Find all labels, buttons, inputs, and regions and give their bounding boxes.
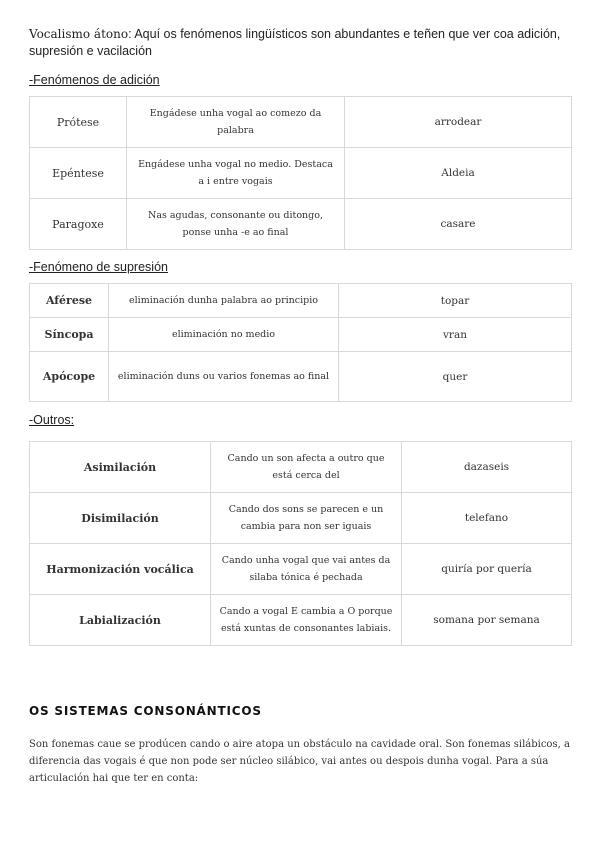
description-cell: Cando unha vogal que vai antes da silaba tónica é pechada bbox=[211, 544, 402, 595]
others-table bbox=[29, 441, 572, 646]
term-cell: Asimilación bbox=[30, 442, 211, 493]
example-cell: somana por semana bbox=[402, 595, 572, 646]
table-row bbox=[30, 148, 572, 199]
suppression-heading: -Fenómeno de supresión bbox=[29, 260, 168, 274]
description-cell: Cando a vogal E cambia a O porque está xuntas de consonantes labiais. bbox=[211, 595, 402, 646]
example-cell: topar bbox=[339, 284, 572, 318]
others-heading: -Outros: bbox=[29, 413, 75, 427]
intro-paragraph bbox=[29, 26, 571, 60]
example-cell: Aldeia bbox=[345, 148, 572, 199]
example-cell: arrodear bbox=[345, 97, 572, 148]
table-row bbox=[30, 544, 572, 595]
table-row bbox=[30, 97, 572, 148]
description-cell: Engádese unha vogal no medio. Destaca a i entre vogais bbox=[127, 148, 345, 199]
suppression-table bbox=[29, 283, 572, 402]
example-cell: casare bbox=[345, 199, 572, 250]
table-row bbox=[30, 284, 572, 318]
section-paragraph: Son fonemas caue se prodúcen cando o aire atopa un obstáculo na cavidade oral. Son fonemas silábicos, a diferencia das vogais é que non pode ser núcleo silábico, vai antes ou despois dunha vogal. Para a súa articulación hai que ter en conta: bbox=[29, 739, 570, 784]
intro-text: : Aquí os fenómenos lingüísticos son abundantes e teñen que ver coa adición, supresión e vacilación bbox=[29, 27, 561, 58]
example-cell: telefano bbox=[402, 493, 572, 544]
term-cell: Síncopa bbox=[30, 318, 109, 352]
section-title: OS SISTEMAS CONSONÁNTICOS bbox=[29, 704, 262, 718]
intro-lead: Vocalismo átono bbox=[29, 27, 129, 41]
description-cell: Engádese unha vogal ao comezo da palabra bbox=[127, 97, 345, 148]
addition-heading: -Fenómenos de adición bbox=[29, 73, 160, 87]
term-cell: Aférese bbox=[30, 284, 109, 318]
table-row bbox=[30, 595, 572, 646]
table-row bbox=[30, 318, 572, 352]
example-cell: quiría por quería bbox=[402, 544, 572, 595]
example-cell: vran bbox=[339, 318, 572, 352]
term-cell: Harmonización vocálica bbox=[30, 544, 211, 595]
term-cell: Labialización bbox=[30, 595, 211, 646]
term-cell: Disimilación bbox=[30, 493, 211, 544]
table-row bbox=[30, 352, 572, 402]
term-cell: Epéntese bbox=[30, 148, 127, 199]
description-cell: Nas agudas, consonante ou ditongo, ponse unha -e ao final bbox=[127, 199, 345, 250]
description-cell: eliminación no medio bbox=[109, 318, 339, 352]
table-row bbox=[30, 442, 572, 493]
term-cell: Apócope bbox=[30, 352, 109, 402]
document-page bbox=[29, 26, 571, 646]
table-row bbox=[30, 199, 572, 250]
example-cell: quer bbox=[339, 352, 572, 402]
term-cell: Prótese bbox=[30, 97, 127, 148]
description-cell: eliminación duns ou varios fonemas ao final bbox=[109, 352, 339, 402]
description-cell: eliminación dunha palabra ao principio bbox=[109, 284, 339, 318]
addition-table bbox=[29, 96, 572, 250]
example-cell: dazaseis bbox=[402, 442, 572, 493]
table-row bbox=[30, 493, 572, 544]
description-cell: Cando dos sons se parecen e un cambia para non ser iguais bbox=[211, 493, 402, 544]
description-cell: Cando un son afecta a outro que está cerca del bbox=[211, 442, 402, 493]
term-cell: Paragoxe bbox=[30, 199, 127, 250]
